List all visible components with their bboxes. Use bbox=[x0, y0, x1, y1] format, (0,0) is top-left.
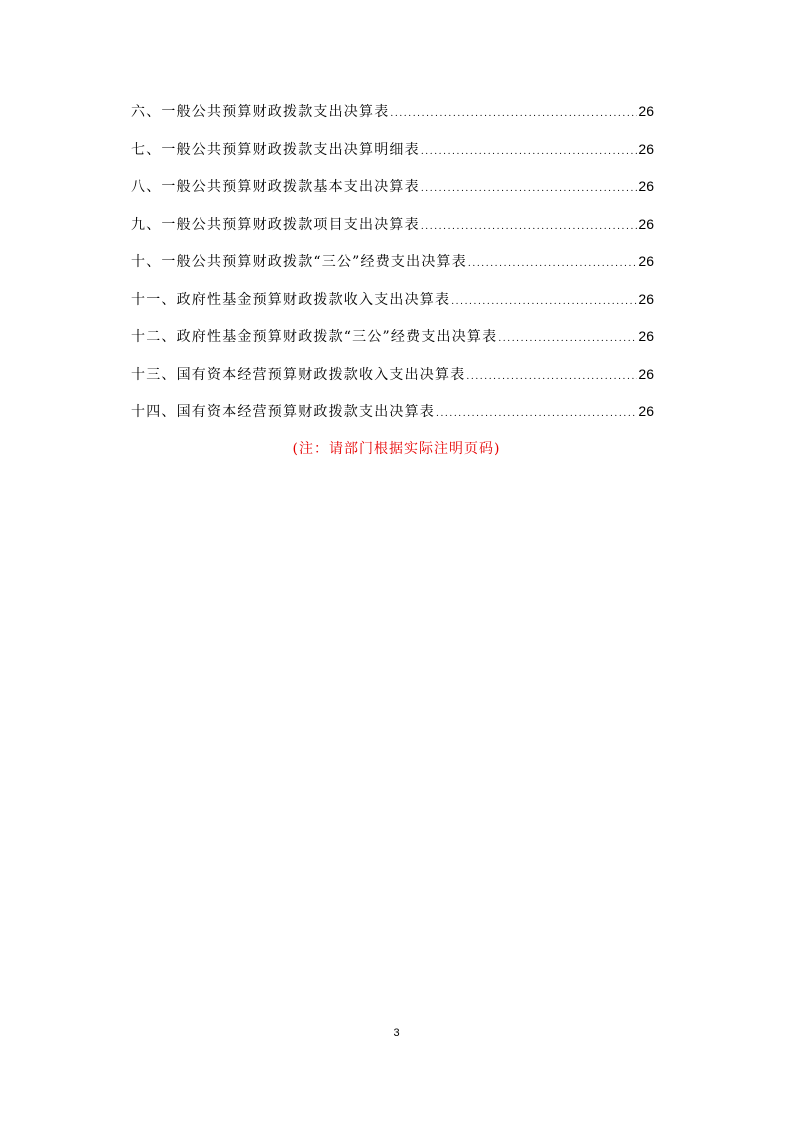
toc-entry-title: 十四、国有资本经营预算财政拨款支出决算表 bbox=[131, 404, 435, 420]
toc-entry-page: 26 bbox=[638, 253, 654, 269]
toc-entry[interactable] bbox=[131, 100, 654, 138]
toc-entry[interactable] bbox=[131, 213, 654, 251]
toc-entry-page: 26 bbox=[638, 178, 654, 194]
toc-entry[interactable] bbox=[131, 175, 654, 213]
footer-page-number: 3 bbox=[393, 1027, 400, 1039]
toc-entry-page: 26 bbox=[638, 365, 654, 382]
table-of-contents bbox=[131, 100, 654, 438]
toc-entry-title: 十一、政府性基金预算财政拨款收入支出决算表 bbox=[131, 291, 451, 308]
toc-entry[interactable] bbox=[131, 400, 654, 438]
toc-entry-page: 26 bbox=[638, 103, 654, 119]
toc-entry-page: 26 bbox=[638, 403, 654, 419]
toc-dot-leader bbox=[466, 366, 637, 388]
toc-entry[interactable] bbox=[131, 138, 654, 176]
toc-entry[interactable] bbox=[131, 325, 654, 363]
toc-dot-leader bbox=[498, 328, 637, 350]
toc-dot-leader bbox=[421, 141, 638, 163]
toc-entry-page: 26 bbox=[638, 290, 654, 307]
toc-entry-title: 十二、政府性基金预算财政拨款“三公”经费支出决算表 bbox=[131, 329, 498, 345]
toc-entry-page: 26 bbox=[638, 328, 654, 344]
toc-entry-title: 六、一般公共预算财政拨款支出决算表 bbox=[131, 104, 390, 120]
toc-entry-page: 26 bbox=[638, 215, 654, 232]
toc-dot-leader bbox=[468, 253, 638, 275]
toc-entry-title: 十三、国有资本经营预算财政拨款收入支出决算表 bbox=[131, 366, 466, 383]
toc-entry-title: 十、一般公共预算财政拨款“三公”经费支出决算表 bbox=[131, 254, 467, 270]
toc-entry[interactable] bbox=[131, 363, 654, 401]
toc-entry-title: 九、一般公共预算财政拨款项目支出决算表 bbox=[131, 216, 420, 233]
toc-dot-leader bbox=[436, 403, 637, 425]
page-number-note: (注：请部门根据实际注明页码) bbox=[292, 441, 501, 457]
toc-entry-page: 26 bbox=[638, 140, 654, 157]
toc-entry-title: 八、一般公共预算财政拨款基本支出决算表 bbox=[131, 179, 420, 195]
toc-entry-title: 七、一般公共预算财政拨款支出决算明细表 bbox=[131, 141, 420, 158]
toc-entry[interactable] bbox=[131, 250, 654, 288]
toc-dot-leader bbox=[421, 178, 638, 200]
toc-dot-leader bbox=[390, 103, 637, 125]
toc-dot-leader bbox=[451, 291, 637, 313]
toc-entry[interactable] bbox=[131, 288, 654, 326]
toc-dot-leader bbox=[421, 216, 638, 238]
